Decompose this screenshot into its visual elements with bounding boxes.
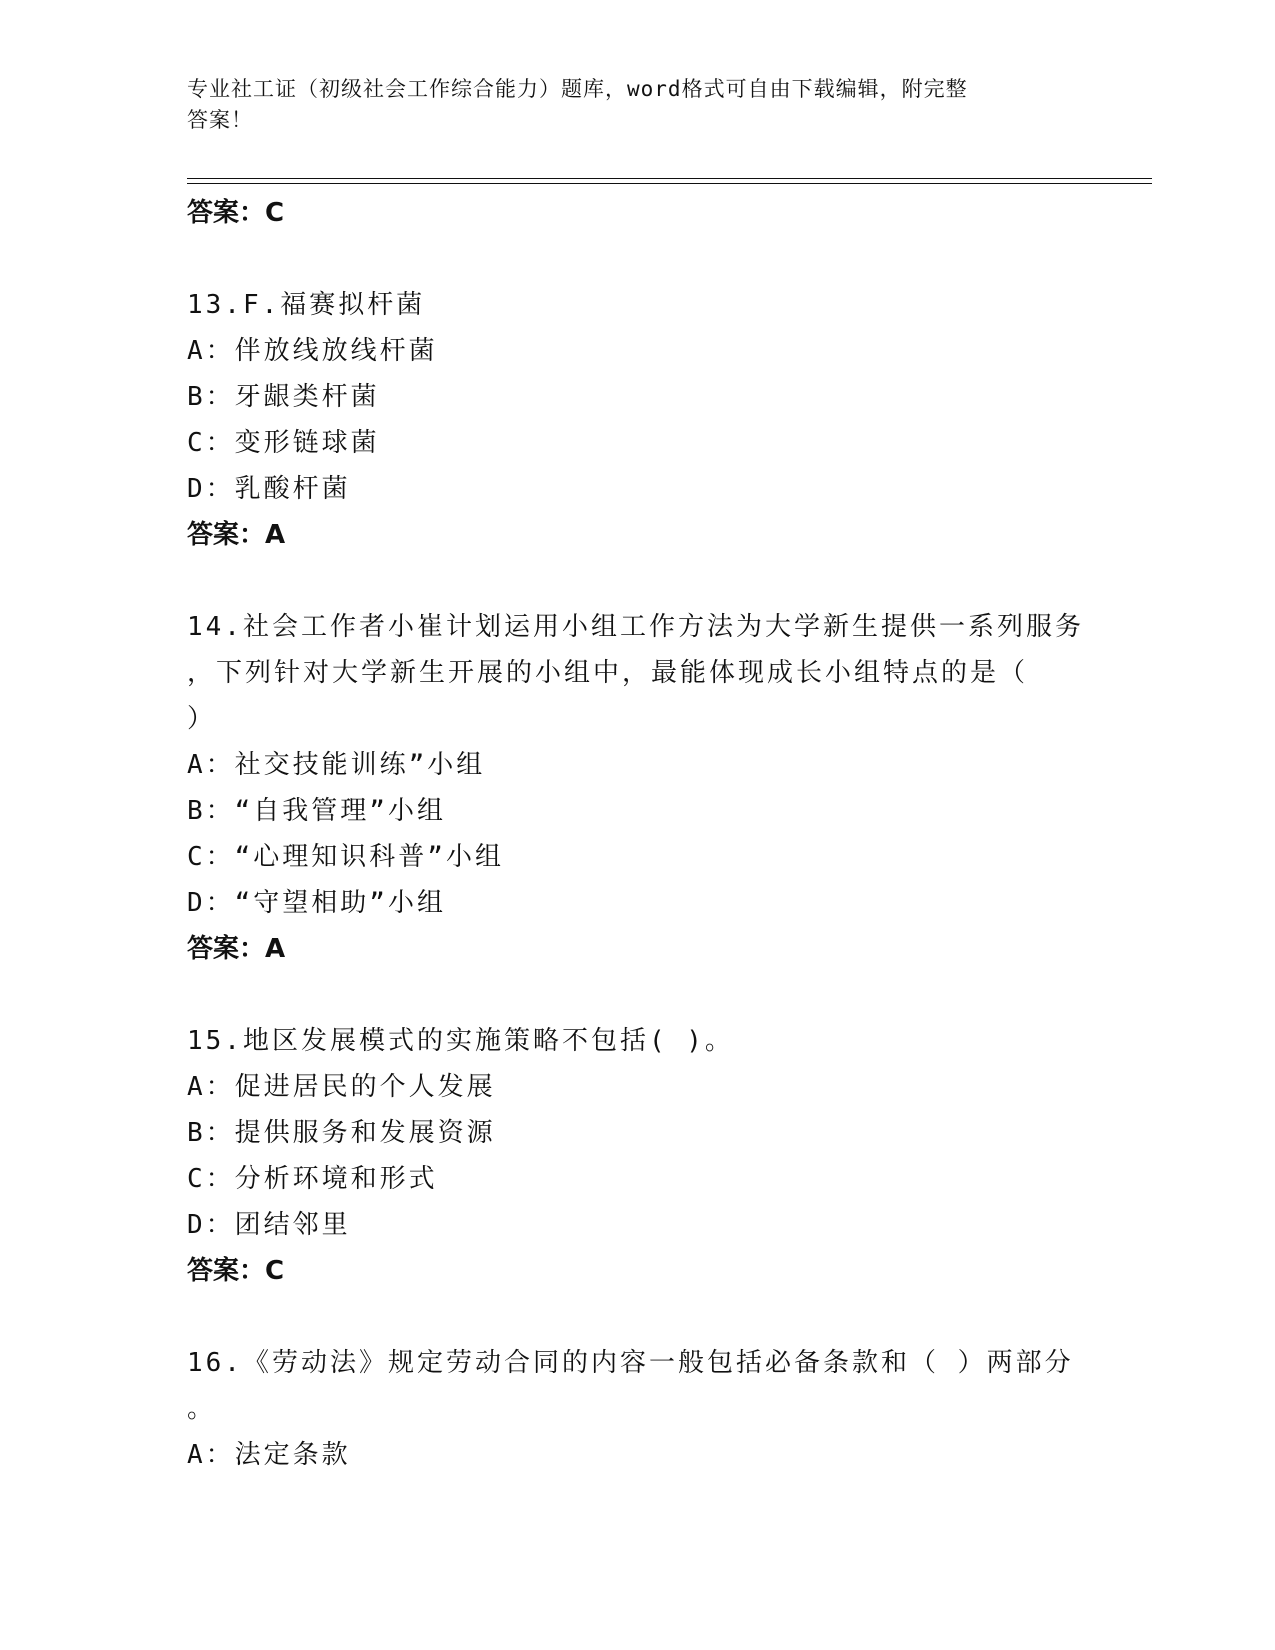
question-15: [187, 1018, 1087, 1294]
option-b: B：牙龈类杆菌: [187, 382, 380, 412]
option-c: C：“心理知识科普”小组: [187, 842, 504, 872]
option-b: B：“自我管理”小组: [187, 796, 446, 826]
page-header: [187, 74, 1087, 136]
option-a: A：法定条款: [187, 1440, 351, 1470]
question-stem: 15.地区发展模式的实施策略不包括( )。: [187, 1026, 734, 1056]
option-b: B：提供服务和发展资源: [187, 1118, 496, 1148]
answer-line: 答案：A: [187, 934, 286, 964]
question-stem: 。: [187, 1394, 217, 1424]
answer-line: 答案：A: [187, 520, 286, 550]
answer-line: 答案：C: [187, 198, 285, 228]
answer-line: 答案：C: [187, 1256, 285, 1286]
header-divider: [187, 178, 1152, 179]
header-line: 专业社工证（初级社会工作综合能力）题库，word格式可自由下载编辑，附完整: [187, 77, 968, 101]
question-stem: ，下列针对大学新生开展的小组中，最能体现成长小组特点的是（: [187, 658, 1029, 688]
question-stem: 13.F.福赛拟杆菌: [187, 290, 426, 320]
question-stem: ）: [187, 704, 217, 734]
option-a: A：促进居民的个人发展: [187, 1072, 496, 1102]
option-a: A：社交技能训练”小组: [187, 750, 486, 780]
option-d: D：乳酸杆菌: [187, 474, 351, 504]
option-a: A：伴放线放线杆菌: [187, 336, 438, 366]
question-stem: 14.社会工作者小崔计划运用小组工作方法为大学新生提供一系列服务: [187, 612, 1084, 642]
option-d: D：团结邻里: [187, 1210, 351, 1240]
question-stem: 16.《劳动法》规定劳动合同的内容一般包括必备条款和（ ）两部分: [187, 1348, 1074, 1378]
header-line: 答案！: [187, 108, 253, 132]
question-13: [187, 282, 1087, 558]
question-14: [187, 604, 1087, 972]
question-16: [187, 1340, 1087, 1478]
option-d: D：“守望相助”小组: [187, 888, 446, 918]
option-c: C：变形链球菌: [187, 428, 380, 458]
question-list: [187, 190, 1087, 1478]
header-divider: [187, 183, 1152, 184]
option-c: C：分析环境和形式: [187, 1164, 438, 1194]
